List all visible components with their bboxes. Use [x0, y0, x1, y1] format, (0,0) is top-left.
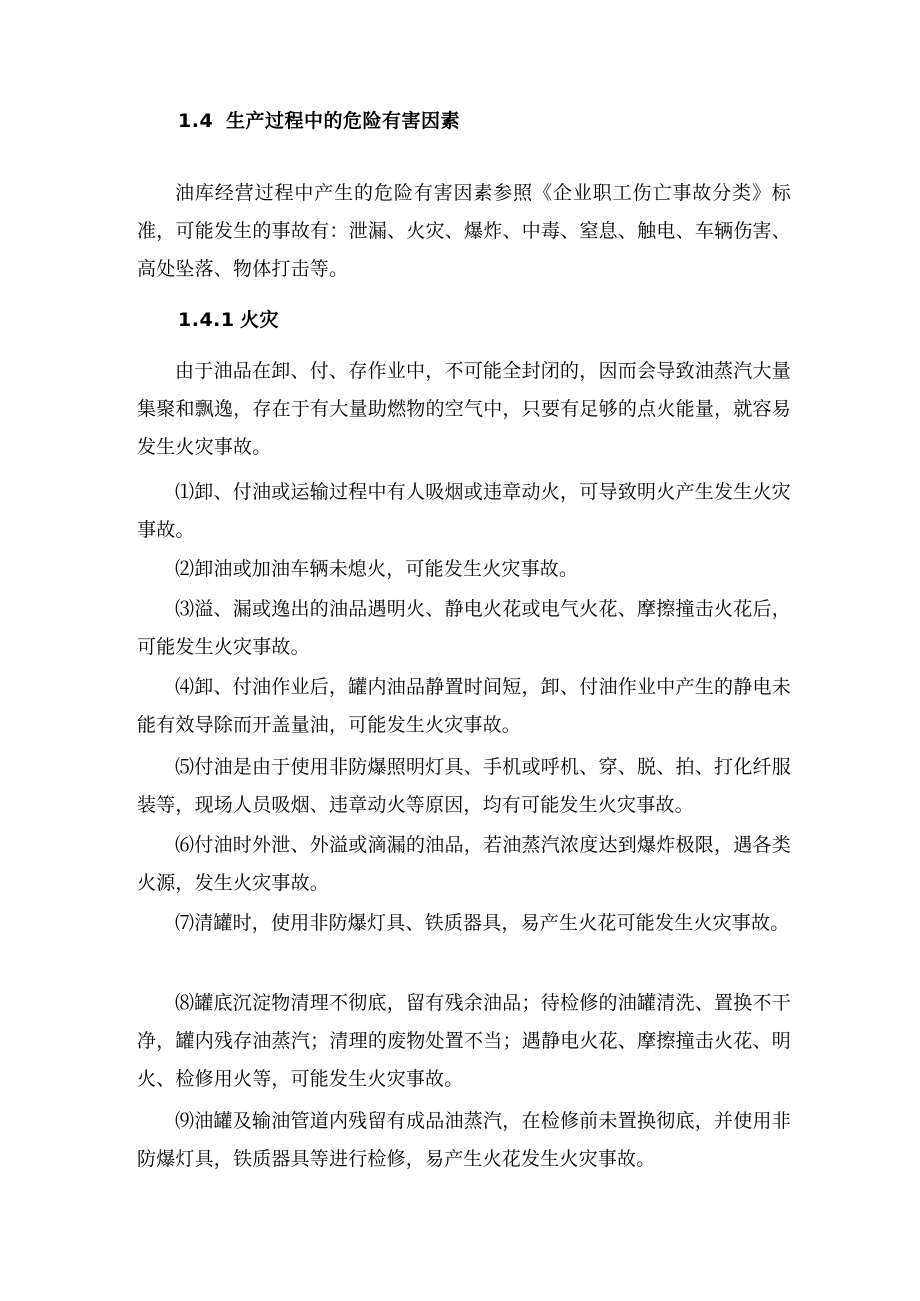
- subsection-intro-paragraph: 由于油品在卸、付、存作业中，不可能全封闭的，因而会导致油蒸汽大量集聚和飘逸，存在于有大量助燃物的空气中，只要有足够的点火能量，就容易发生火灾事故。: [137, 360, 791, 458]
- section-heading: [178, 106, 460, 133]
- list-item: ⑼油罐及输油管道内残留有成品油蒸汽，在检修前未置换彻底，并使用非防爆灯具，铁质器具等进行检修，易产生火花发生火灾事故。: [137, 1110, 791, 1170]
- subsection-number: 1.4.1: [178, 309, 235, 331]
- list-item: ⑺清罐时，使用非防爆灯具、铁质器具，易产生火花可能发生火灾事故。: [175, 912, 790, 934]
- list-item: ⑻罐底沉淀物清理不彻底，留有残余油品；待检修的油罐清洗、置换不干净，罐内残存油蒸汽；清理的废物处置不当；遇静电火花、摩擦撞击火花、明火、检修用火等，可能发生火灾事故。: [137, 992, 791, 1090]
- list-item: ⑷卸、付油作业后，罐内油品静置时间短，卸、付油作业中产生的静电未能有效导除而开盖量油，可能发生火灾事故。: [137, 676, 791, 736]
- subsection-title: 火灾: [240, 309, 280, 331]
- section-intro-paragraph: 油库经营过程中产生的危险有害因素参照《企业职工伤亡事故分类》标准，可能发生的事故有：泄漏、火灾、爆炸、中毒、窒息、触电、车辆伤害、高处坠落、物体打击等。: [137, 182, 791, 280]
- list-item: ⑸付油是由于使用非防爆照明灯具、手机或呼机、穿、脱、拍、打化纤服装等，现场人员吸烟、违章动火等原因，均有可能发生火灾事故。: [137, 756, 791, 816]
- list-item: ⑹付油时外泄、外溢或滴漏的油品，若油蒸汽浓度达到爆炸极限，遇各类火源，发生火灾事故。: [137, 834, 791, 894]
- list-item: ⑵卸油或加油车辆未熄火，可能发生火灾事故。: [175, 558, 579, 580]
- list-item: ⑴卸、付油或运输过程中有人吸烟或违章动火，可导致明火产生发生火灾事故。: [137, 481, 791, 541]
- list-item: ⑶溢、漏或逸出的油品遇明火、静电火花或电气火花、摩擦撞击火花后，可能发生火灾事故。: [137, 598, 791, 658]
- subsection-heading: [178, 305, 279, 332]
- section-number: 1.4: [178, 110, 214, 132]
- section-title: 生产过程中的危险有害因素: [226, 110, 461, 132]
